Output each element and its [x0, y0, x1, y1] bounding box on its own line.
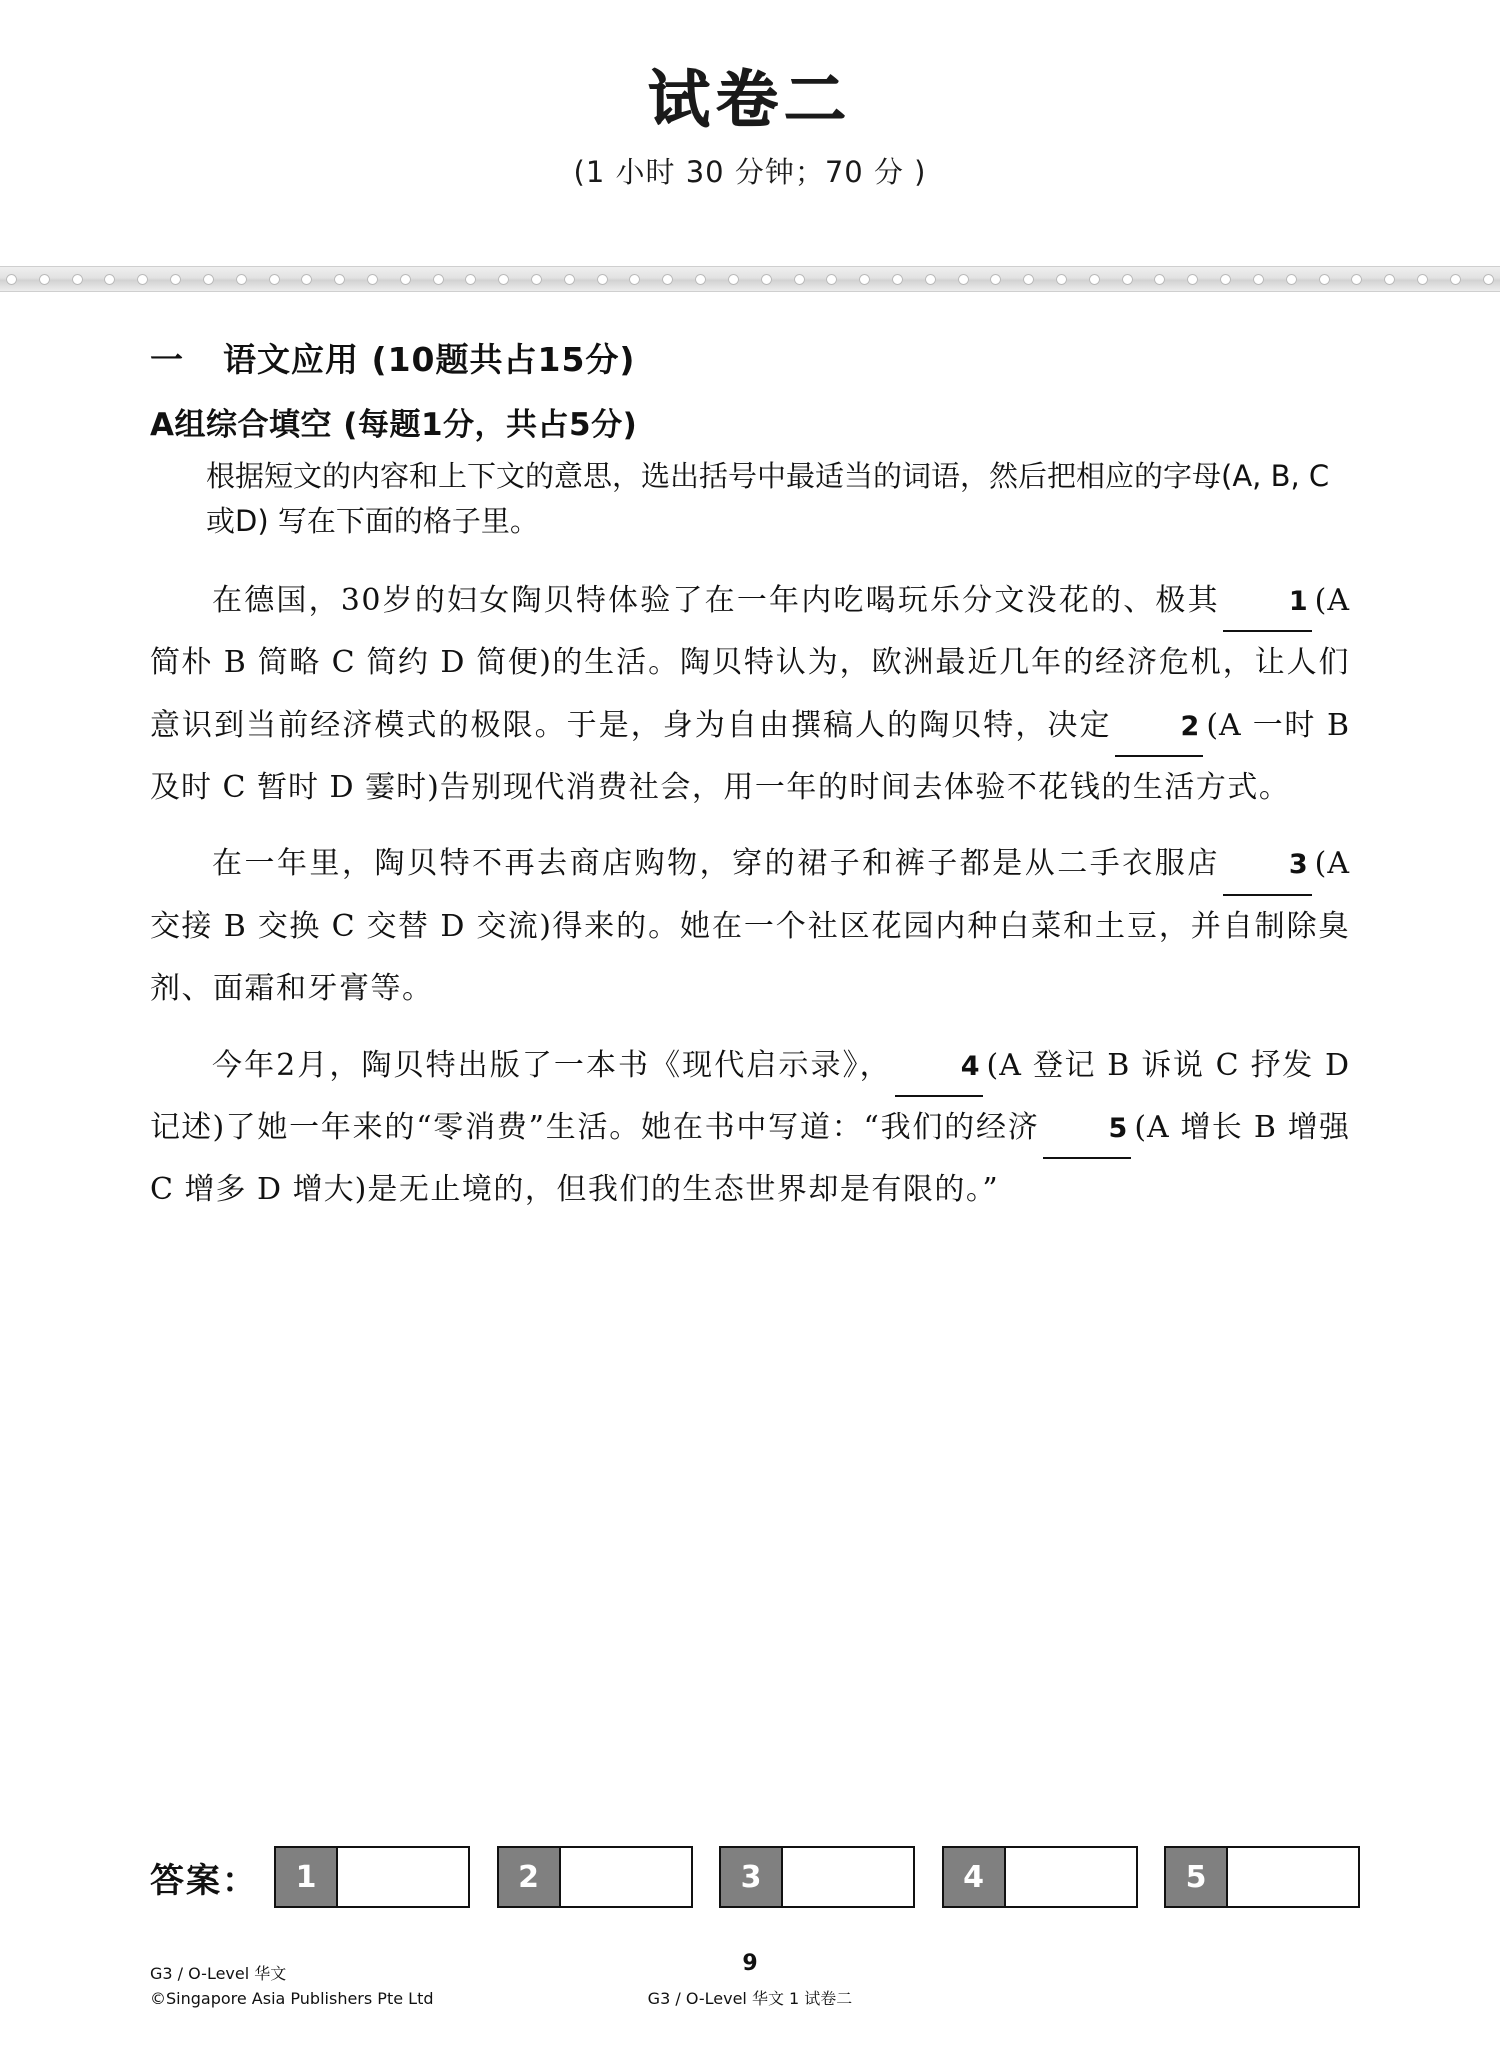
page-number: 9: [742, 1951, 758, 1976]
passage-text: 得来的。她在一个社区花园内种白菜和土豆，并自制除臭剂、面霜和牙膏等。: [150, 908, 1350, 1007]
perforation-dot: [1286, 274, 1297, 285]
perforation-dot: [1023, 274, 1034, 285]
blank-1[interactable]: 1: [1223, 574, 1312, 632]
options-1: (A 简朴 B 简略 C 简约 D 简便): [150, 582, 1350, 681]
perforation-dot: [1483, 274, 1494, 285]
perforation-strip: [0, 266, 1500, 292]
passage-text: 告别现代消费社会，用一年的时间去体验不花钱的生活方式。: [439, 770, 1291, 806]
answer-box-number: 5: [1166, 1848, 1228, 1906]
perforation-dot: [761, 274, 772, 285]
answer-box-input[interactable]: [338, 1848, 468, 1906]
perforation-dot: [1417, 274, 1428, 285]
perforation-dot: [794, 274, 805, 285]
footer-copyright: ©Singapore Asia Publishers Pte Ltd: [150, 1989, 434, 2009]
perforation-dot: [1056, 274, 1067, 285]
answer-row: [150, 1846, 1360, 1908]
footer-center: G3 / O-Level 华文 1 试卷二: [647, 1989, 853, 2009]
perforation-dot: [925, 274, 936, 285]
perforation-dot: [990, 274, 1001, 285]
answer-box[interactable]: [1164, 1846, 1360, 1908]
answer-boxes: [274, 1846, 1360, 1908]
answer-box-input[interactable]: [561, 1848, 691, 1906]
passage-text: 今年2月，陶贝特出版了一本书《现代启示录》，: [212, 1047, 892, 1083]
perforation-dot: [137, 274, 148, 285]
answer-box[interactable]: [497, 1846, 693, 1908]
perforation-dot: [531, 274, 542, 285]
perforation-dot: [301, 274, 312, 285]
answer-box[interactable]: [719, 1846, 915, 1908]
passage-body: [150, 570, 1350, 1222]
perforation-dot: [465, 274, 476, 285]
blank-5[interactable]: 5: [1043, 1101, 1132, 1159]
instructions-text: 根据短文的内容和上下文的意思，选出括号中最适当的词语，然后把相应的字母(A, B, C或D) 写在下面的格子里。: [206, 459, 1330, 538]
passage-text: 是无止境的，但我们的生态世界却是有限的。”: [367, 1172, 1000, 1208]
perforation-dot: [334, 274, 345, 285]
perforation-dot: [367, 274, 378, 285]
options-3: (A 交接 B 交换 C 交替 D 交流): [150, 846, 1350, 944]
perforation-dot: [6, 274, 17, 285]
perforation-dot: [629, 274, 640, 285]
options-2: (A 一时 B 及时 C 暂时 D 霎时): [150, 707, 1351, 806]
perforation-dot: [1319, 274, 1330, 285]
section-heading: [150, 334, 1350, 381]
perforation-dot: [1122, 274, 1133, 285]
page-title: 试卷二: [647, 63, 852, 136]
perforation-dot: [1187, 274, 1198, 285]
paper-duration-marks: (1 小时 30 分钟；70 分 ): [573, 155, 927, 190]
perforation-dot: [728, 274, 739, 285]
perforation-dot: [695, 274, 706, 285]
answer-label: 答案：: [150, 1860, 258, 1901]
perforation-dot: [564, 274, 575, 285]
page-content: [0, 334, 1500, 1236]
answer-box-input[interactable]: [1006, 1848, 1136, 1906]
perforation-dot: [203, 274, 214, 285]
options-5: (A 增长 B 增强 C 增多 D 增大): [150, 1110, 1350, 1208]
blank-4[interactable]: 4: [895, 1039, 984, 1097]
answer-box[interactable]: [274, 1846, 470, 1908]
perforation-dot: [958, 274, 969, 285]
perforation-dot: [400, 274, 411, 285]
passage-text: 的生活。陶贝特认为，欧洲最近几年的经济危机，让人们意识到当前经济模式的极限。于是，身为自由撰稿人的陶贝特，决定: [150, 645, 1350, 743]
passage-paragraph-3: [150, 1035, 1350, 1222]
answer-box-number: 2: [499, 1848, 561, 1906]
perforation-dot: [39, 274, 50, 285]
perforation-dot: [1351, 274, 1362, 285]
perforation-dot: [826, 274, 837, 285]
answer-box-input[interactable]: [1228, 1848, 1358, 1906]
passage-paragraph-2: [150, 833, 1350, 1020]
perforation-dot: [72, 274, 83, 285]
perforation-dot: [597, 274, 608, 285]
blank-2[interactable]: 2: [1115, 699, 1204, 757]
perforation-dot: [1220, 274, 1231, 285]
perforation-dot: [104, 274, 115, 285]
passage-paragraph-1: [150, 570, 1350, 820]
passage-text: 了她一年来的“零消费”生活。她在书中写道：“我们的经济: [225, 1110, 1040, 1145]
perforation-dot: [170, 274, 181, 285]
answer-box[interactable]: [942, 1846, 1138, 1908]
perforation-dot: [892, 274, 903, 285]
blank-3[interactable]: 3: [1223, 837, 1312, 895]
options-4: (A 登记 B 诉说 C 抒发 D 记述): [150, 1047, 1350, 1145]
group-heading: A组综合填空 (每题1分，共占5分): [150, 407, 638, 443]
perforation-dot: [859, 274, 870, 285]
perforation-dot: [1384, 274, 1395, 285]
passage-text: 在一年里，陶贝特不再去商店购物，穿的裙子和裤子都是从二手衣服店: [212, 846, 1220, 882]
perforation-dot: [1450, 274, 1461, 285]
page-header: [0, 0, 1500, 191]
section-number: 一: [150, 340, 184, 379]
passage-text: 在德国，30岁的妇女陶贝特体验了在一年内吃喝玩乐分文没花的、极其: [212, 582, 1220, 618]
perforation-dot: [498, 274, 509, 285]
section-title: 语文应用 (10题共占15分): [223, 340, 636, 379]
footer-series: G3 / O-Level 华文: [150, 1964, 287, 1984]
answer-box-number: 4: [944, 1848, 1006, 1906]
perforation-dot: [236, 274, 247, 285]
perforation-dot: [1154, 274, 1165, 285]
perforation-dot: [1253, 274, 1264, 285]
perforation-dot: [433, 274, 444, 285]
answer-box-number: 3: [721, 1848, 783, 1906]
perforation-dot: [1089, 274, 1100, 285]
answer-box-number: 1: [276, 1848, 338, 1906]
answer-box-input[interactable]: [783, 1848, 913, 1906]
perforation-dot: [269, 274, 280, 285]
perforation-dot: [662, 274, 673, 285]
